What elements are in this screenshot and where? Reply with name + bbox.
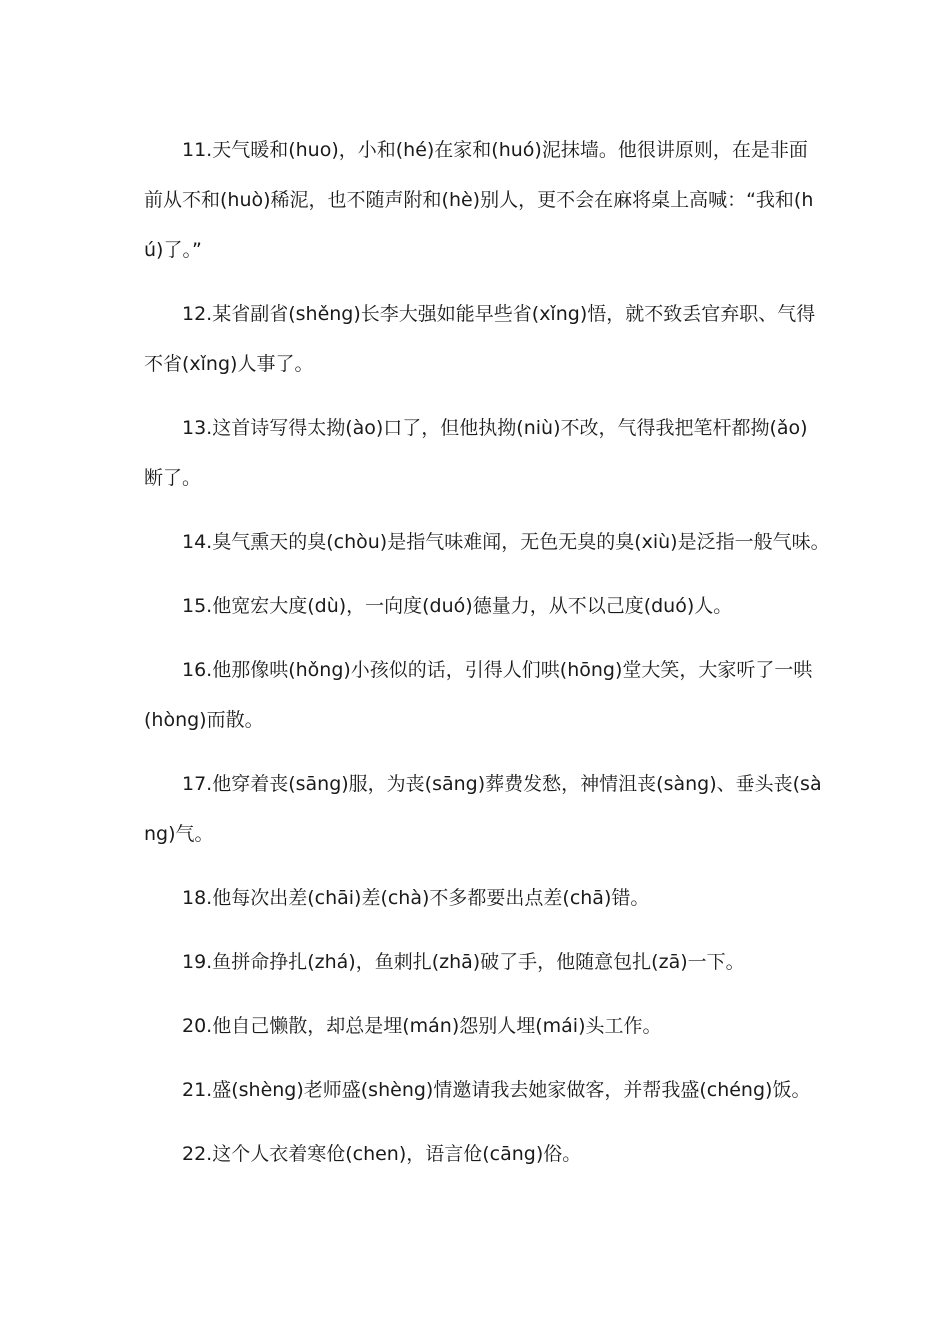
paragraph-13: 13.这首诗写得太拗(ào)口了，但他执拗(niù)不改，气得我把笔杆都拗(ǎo)断了。 — [144, 417, 808, 489]
paragraph-21: 21.盛(shèng)老师盛(shèng)情邀请我去她家做客，并帮我盛(chéng)饭。 — [182, 1079, 811, 1101]
paragraph-14: 14.臭气熏天的臭(chòu)是指气味难闻，无色无臭的臭(xiù)是泛指一般气味。 — [182, 531, 830, 553]
paragraph-20: 20.他自己懒散，却总是埋(mán)怨别人埋(mái)头工作。 — [182, 1015, 662, 1037]
paragraph-22: 22.这个人衣着寒伧(chen)，语言伧(cāng)俗。 — [182, 1143, 582, 1165]
paragraph-15: 15.他宽宏大度(dù)，一向度(duó)德量力，从不以己度(duó)人。 — [182, 595, 733, 617]
paragraph-19: 19.鱼拼命挣扎(zhá)，鱼刺扎(zhā)破了手，他随意包扎(zā)一下。 — [182, 951, 745, 973]
paragraph-12: 12.某省副省(shěng)长李大强如能早些省(xǐng)悟，就不致丢官弃职、气得不省(xǐng)人事了。 — [144, 303, 816, 375]
paragraph-16: 16.他那像哄(hǒng)小孩似的话，引得人们哄(hōng)堂大笑，大家听了一哄(hòng)而散。 — [144, 659, 813, 731]
paragraph-17: 17.他穿着丧(sāng)服，为丧(sāng)葬费发愁，神情沮丧(sàng)、垂头丧(sàng)气。 — [144, 773, 822, 845]
paragraph-18: 18.他每次出差(chāi)差(chà)不多都要出点差(chā)错。 — [182, 887, 650, 909]
paragraph-11: 11.天气暖和(huo)，小和(hé)在家和(huó)泥抹墙。他很讲原则，在是非面前从不和(huò)稀泥，也不随声附和(hè)别人，更不会在麻将桌上高喊：“我和(hú)了。” — [144, 139, 814, 261]
